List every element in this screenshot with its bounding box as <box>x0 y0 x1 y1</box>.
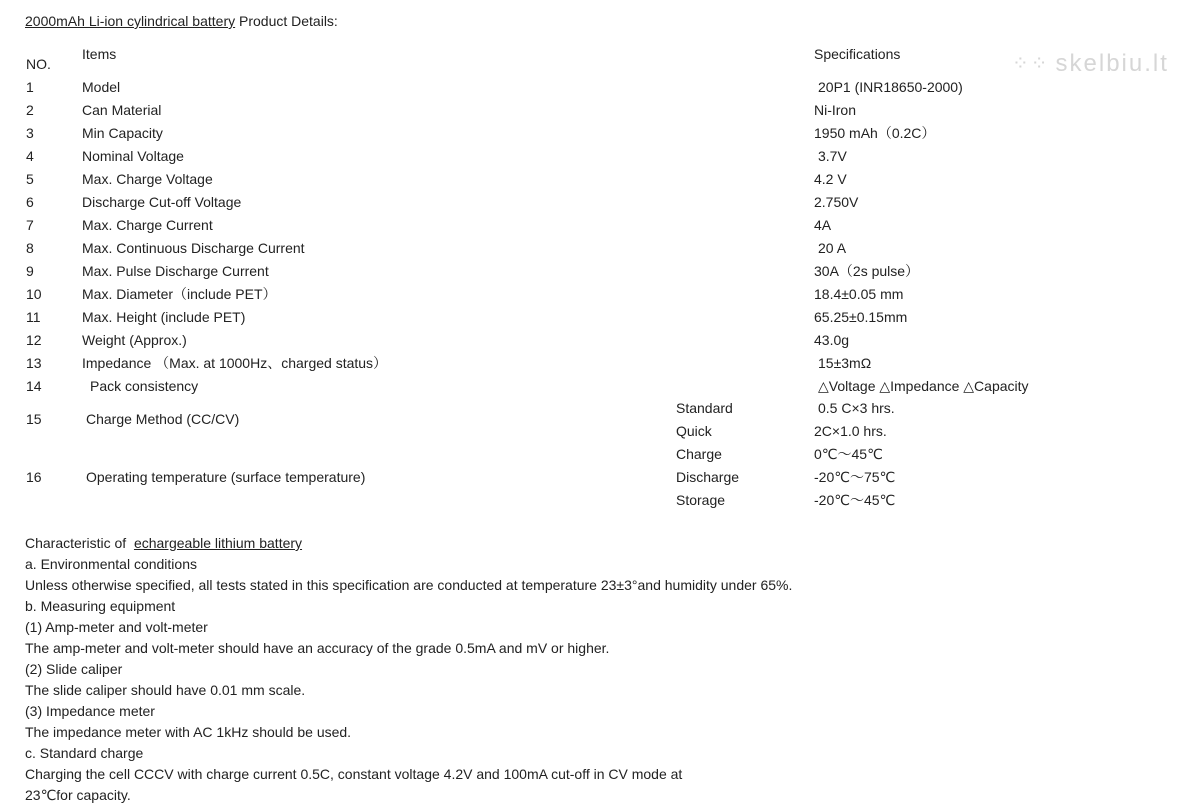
row-item: Max. Height (include PET) <box>82 309 246 325</box>
sub-spec: 2C×1.0 hrs. <box>814 423 887 439</box>
row-no: 9 <box>26 263 34 279</box>
row-no: 8 <box>26 240 34 256</box>
header-specifications: Specifications <box>814 46 901 62</box>
sub-spec: -20℃～45℃ <box>814 492 896 508</box>
row-item: Max. Charge Current <box>82 217 213 233</box>
characteristic-line: 23℃for capacity. <box>25 787 131 803</box>
characteristic-line: (1) Amp-meter and volt-meter <box>25 619 208 635</box>
row-no: 7 <box>26 217 34 233</box>
header-items: Items <box>82 46 117 62</box>
row-spec: 43.0g <box>814 332 850 348</box>
sub-label: Storage <box>676 492 726 508</box>
row-item: Max. Charge Voltage <box>82 171 213 187</box>
sub-label: Quick <box>676 423 712 439</box>
row-spec: 3.7V <box>818 148 847 164</box>
characteristic-heading-underlined: echargeable lithium battery <box>133 535 303 551</box>
row-no: 10 <box>26 286 42 302</box>
row-item: Pack consistency <box>90 378 199 394</box>
row-spec: Ni-Iron <box>814 102 857 118</box>
page-title <box>25 13 338 29</box>
row-no: 3 <box>26 125 34 141</box>
sub-label: Discharge <box>676 469 740 485</box>
row-spec: 4A <box>814 217 832 233</box>
characteristic-line: Unless otherwise specified, all tests stated in this specification are conducted at temperature 23±3°and humidity under 65%. <box>25 577 793 593</box>
dots-logo-icon: ⁘⁘ <box>1012 53 1050 75</box>
row-spec: 18.4±0.05 mm <box>814 286 904 302</box>
title-underlined: 2000mAh Li-ion cylindrical battery <box>25 13 236 29</box>
row-item: Nominal Voltage <box>82 148 184 164</box>
row-no: 12 <box>26 332 42 348</box>
row-item: Model <box>82 79 121 95</box>
title-rest: Product Details: <box>235 13 338 29</box>
sub-spec: 0℃～45℃ <box>814 446 883 462</box>
row-spec: 2.750V <box>814 194 859 210</box>
row-spec: 4.2 V <box>814 171 847 187</box>
characteristic-line: c. Standard charge <box>25 745 144 761</box>
row-item: Charge Method (CC/CV) <box>86 411 240 427</box>
characteristic-line: (3) Impedance meter <box>25 703 155 719</box>
characteristic-line: Charging the cell CCCV with charge current 0.5C, constant voltage 4.2V and 100mA cut-off in CV mode at <box>25 766 683 782</box>
row-no: 2 <box>26 102 34 118</box>
row-no: 14 <box>26 378 42 394</box>
watermark <box>1012 50 1169 78</box>
row-spec: 30A（2s pulse） <box>814 263 920 279</box>
characteristic-heading-prefix: Characteristic of <box>25 535 134 551</box>
watermark-text: skelbiu.lt <box>1055 50 1169 77</box>
sub-label: Charge <box>676 446 722 462</box>
row-item: Max. Pulse Discharge Current <box>82 263 269 279</box>
row-no: 13 <box>26 355 42 371</box>
characteristic-line: The slide caliper should have 0.01 mm scale. <box>25 682 306 698</box>
row-item: Impedance （Max. at 1000Hz、charged status） <box>82 355 388 371</box>
row-item: Weight (Approx.) <box>82 332 187 348</box>
row-item: Max. Continuous Discharge Current <box>82 240 305 256</box>
row-spec: △Voltage △Impedance △Capacity <box>818 378 1029 394</box>
row-no: 4 <box>26 148 34 164</box>
characteristic-line: (2) Slide caliper <box>25 661 123 677</box>
row-spec: 65.25±0.15mm <box>814 309 908 325</box>
row-spec: 20 A <box>818 240 847 256</box>
row-no: 15 <box>26 411 42 427</box>
characteristic-line: The amp-meter and volt-meter should have an accuracy of the grade 0.5mA and mV or higher. <box>25 640 610 656</box>
row-no: 5 <box>26 171 34 187</box>
row-item: Min Capacity <box>82 125 163 141</box>
row-spec: 20P1 (INR18650-2000) <box>818 79 963 95</box>
row-item: Operating temperature (surface temperature) <box>86 469 366 485</box>
characteristic-line: b. Measuring equipment <box>25 598 176 614</box>
row-item: Discharge Cut-off Voltage <box>82 194 242 210</box>
row-spec: 15±3mΩ <box>818 355 872 371</box>
characteristic-line: The impedance meter with AC 1kHz should be used. <box>25 724 352 740</box>
sub-spec: 0.5 C×3 hrs. <box>818 400 895 416</box>
row-no: 6 <box>26 194 34 210</box>
row-item: Can Material <box>82 102 162 118</box>
sub-label: Standard <box>676 400 733 416</box>
sub-spec: -20℃～75℃ <box>814 469 896 485</box>
characteristic-line: a. Environmental conditions <box>25 556 197 572</box>
row-no: 11 <box>26 309 41 325</box>
row-item: Max. Diameter（include PET） <box>82 286 277 302</box>
row-no: 1 <box>26 79 34 95</box>
row-spec: 1950 mAh（0.2C） <box>814 125 936 141</box>
characteristic-heading <box>25 535 302 551</box>
header-no: NO. <box>26 56 51 72</box>
row-no: 16 <box>26 469 42 485</box>
